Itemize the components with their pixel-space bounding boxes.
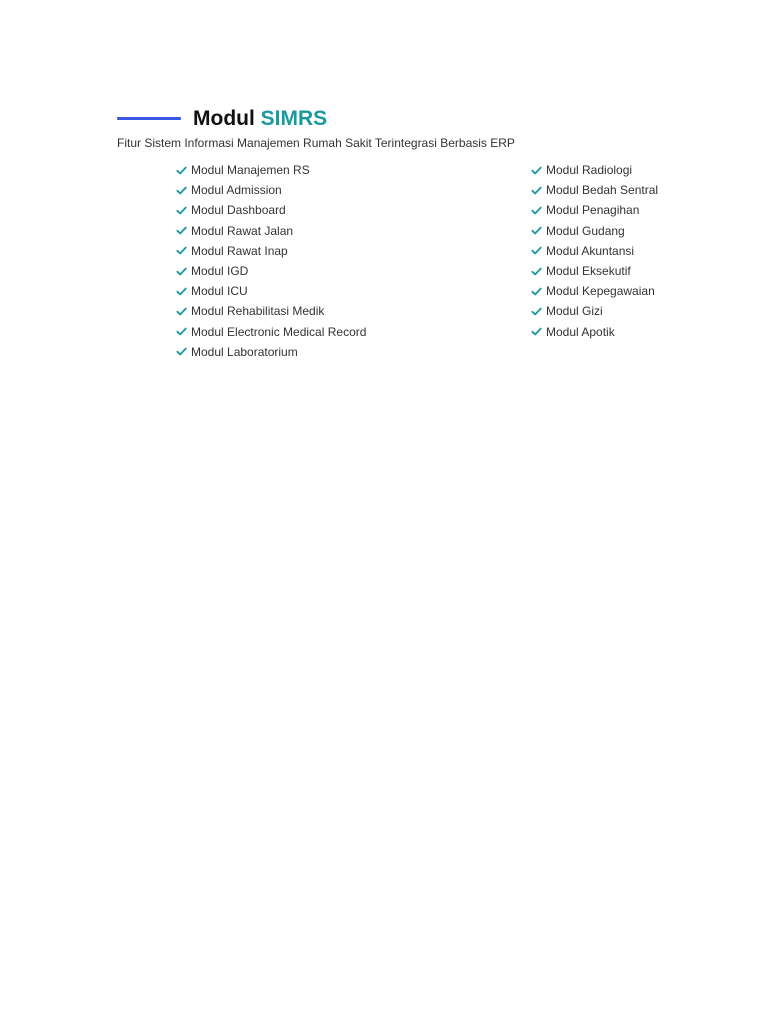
module-item [176, 160, 366, 180]
header-accent-line [117, 117, 181, 120]
module-item [176, 261, 366, 281]
check-icon [176, 306, 187, 317]
module-label: Modul Gizi [546, 304, 603, 319]
module-list-right [531, 160, 658, 342]
page-subtitle: Fitur Sistem Informasi Manajemen Rumah Sakit Terintegrasi Berbasis ERP [117, 136, 515, 150]
module-item [531, 221, 658, 241]
module-item [531, 241, 658, 261]
check-icon [176, 245, 187, 256]
module-item [531, 261, 658, 281]
check-icon [531, 165, 542, 176]
module-label: Modul Rehabilitasi Medik [191, 304, 325, 319]
module-item [176, 342, 366, 362]
module-label: Modul Laboratorium [191, 344, 298, 359]
module-label: Modul Dashboard [191, 203, 286, 218]
module-list-left [176, 160, 366, 362]
check-icon [176, 165, 187, 176]
module-item [176, 281, 366, 301]
check-icon [531, 205, 542, 216]
module-label: Modul Rawat Inap [191, 243, 288, 258]
module-item [176, 241, 366, 261]
page-title [193, 106, 327, 132]
module-label: Modul Penagihan [546, 203, 640, 218]
check-icon [531, 185, 542, 196]
module-label: Modul Apotik [546, 324, 615, 339]
module-label: Modul Akuntansi [546, 243, 635, 258]
check-icon [176, 185, 187, 196]
module-item [176, 221, 366, 241]
check-icon [531, 245, 542, 256]
check-icon [531, 326, 542, 337]
module-label: Modul Admission [191, 183, 282, 198]
module-item [531, 322, 658, 342]
module-label: Modul Eksekutif [546, 264, 631, 279]
check-icon [531, 306, 542, 317]
title-prefix: Modul [193, 107, 255, 130]
module-item [531, 301, 658, 321]
module-label: Modul Rawat Jalan [191, 223, 294, 238]
module-item [531, 200, 658, 220]
module-label: Modul Manajemen RS [191, 163, 310, 178]
check-icon [176, 286, 187, 297]
module-label: Modul Radiologi [546, 163, 633, 178]
module-label: Modul Bedah Sentral [546, 183, 659, 198]
check-icon [176, 326, 187, 337]
module-item [176, 200, 366, 220]
check-icon [176, 346, 187, 357]
module-item [531, 281, 658, 301]
module-label: Modul IGD [191, 264, 249, 279]
check-icon [176, 225, 187, 236]
check-icon [531, 225, 542, 236]
check-icon [531, 286, 542, 297]
module-item [176, 322, 366, 342]
module-label: Modul ICU [191, 284, 248, 299]
module-item [176, 180, 366, 200]
check-icon [176, 205, 187, 216]
module-item [531, 180, 658, 200]
title-accent: SIMRS [260, 107, 328, 130]
module-item [176, 301, 366, 321]
check-icon [531, 266, 542, 277]
module-item [531, 160, 658, 180]
check-icon [176, 266, 187, 277]
module-label: Modul Kepegawaian [546, 284, 655, 299]
module-label: Modul Electronic Medical Record [191, 324, 367, 339]
module-label: Modul Gudang [546, 223, 625, 238]
